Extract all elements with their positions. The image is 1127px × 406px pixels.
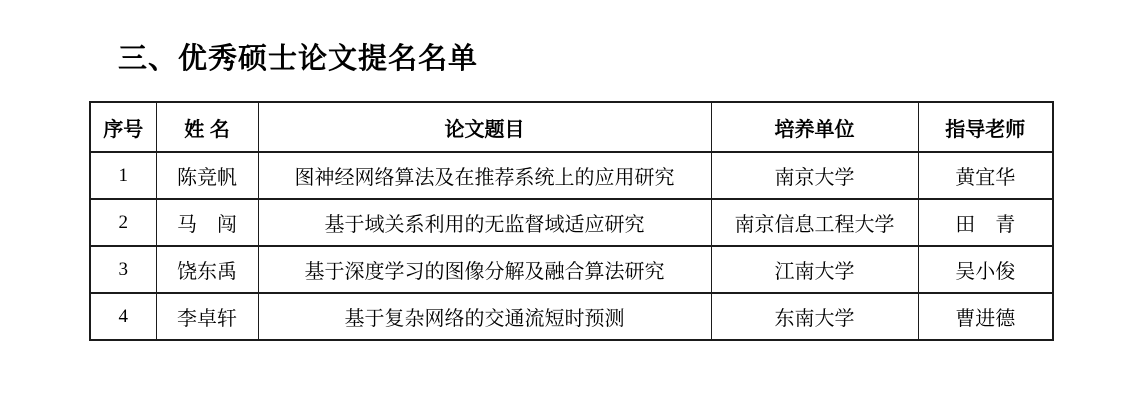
cell-name: 陈竞帆 — [156, 152, 258, 199]
cell-advisor: 田 青 — [918, 199, 1053, 246]
cell-thesis: 基于域关系利用的无监督域适应研究 — [258, 199, 711, 246]
header-cell-advisor: 指导老师 — [918, 102, 1053, 152]
table-header-row — [90, 102, 1053, 152]
cell-thesis: 基于深度学习的图像分解及融合算法研究 — [258, 246, 711, 293]
table-row — [90, 293, 1053, 340]
table-row — [90, 246, 1053, 293]
header-cell-thesis: 论文题目 — [258, 102, 711, 152]
cell-institution: 南京大学 — [711, 152, 918, 199]
cell-thesis: 图神经网络算法及在推荐系统上的应用研究 — [258, 152, 711, 199]
cell-no: 4 — [90, 293, 156, 340]
header-cell-no: 序号 — [90, 102, 156, 152]
page-title: 三、优秀硕士论文提名名单 — [118, 43, 479, 75]
cell-advisor: 吴小俊 — [918, 246, 1053, 293]
theses-table — [89, 101, 1054, 341]
table-row — [90, 152, 1053, 199]
cell-no: 2 — [90, 199, 156, 246]
cell-institution: 东南大学 — [711, 293, 918, 340]
header-cell-institution: 培养单位 — [711, 102, 918, 152]
cell-advisor: 黄宜华 — [918, 152, 1053, 199]
header-cell-name: 姓 名 — [156, 102, 258, 152]
cell-advisor: 曹进德 — [918, 293, 1053, 340]
cell-name: 李卓轩 — [156, 293, 258, 340]
cell-thesis: 基于复杂网络的交通流短时预测 — [258, 293, 711, 340]
cell-name: 马 闯 — [156, 199, 258, 246]
table-row — [90, 199, 1053, 246]
cell-institution: 江南大学 — [711, 246, 918, 293]
cell-no: 3 — [90, 246, 156, 293]
cell-institution: 南京信息工程大学 — [711, 199, 918, 246]
cell-no: 1 — [90, 152, 156, 199]
cell-name: 饶东禹 — [156, 246, 258, 293]
